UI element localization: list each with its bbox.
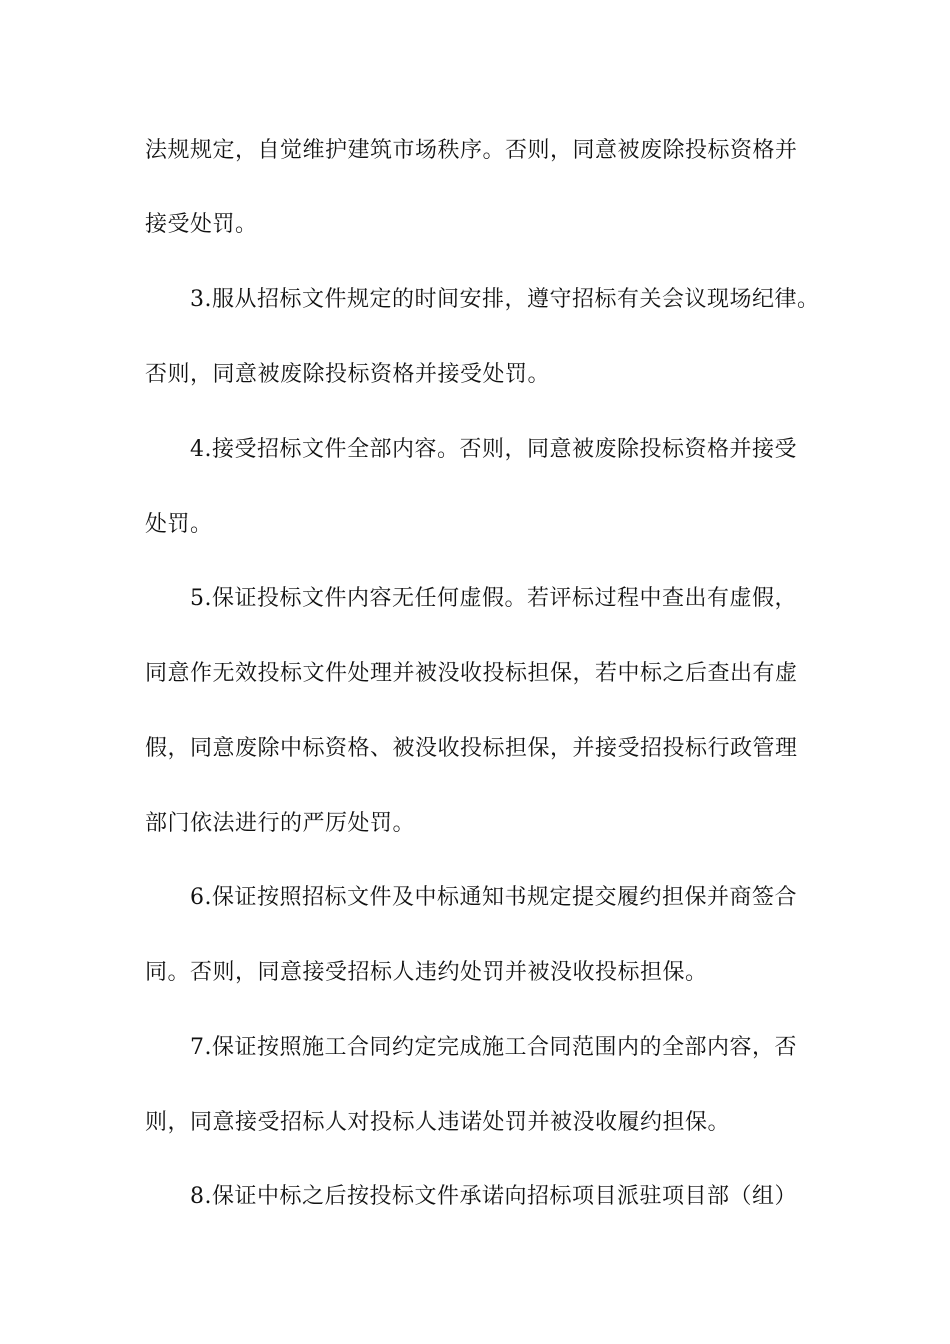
- text-line: 同意作无效投标文件处理并被没收投标担保，若中标之后查出有虚: [145, 661, 798, 686]
- text-line: 假，同意废除中标资格、被没收投标担保，并接受招投标行政管理: [145, 736, 798, 761]
- text-line: 处罚。: [145, 512, 213, 537]
- text-line: 则，同意接受招标人对投标人违诺处罚并被没收履约担保。: [145, 1110, 731, 1135]
- text-line: 部门依法进行的严厉处罚。: [145, 811, 416, 836]
- text-line: 法规规定，自觉维护建筑市场秩序。否则，同意被废除投标资格并: [145, 138, 798, 163]
- clause-4-line: 4.接受招标文件全部内容。否则，同意被废除投标资格并接受: [190, 437, 797, 462]
- clause-8-line: 8.保证中标之后按投标文件承诺向招标项目派驻项目部（组）: [190, 1184, 797, 1209]
- text-line: 接受处罚。: [145, 212, 258, 237]
- text-line: 同。否则，同意接受招标人违约处罚并被没收投标担保。: [145, 960, 708, 985]
- text-line: 否则，同意被废除投标资格并接受处罚。: [145, 362, 551, 387]
- clause-5-line: 5.保证投标文件内容无任何虚假。若评标过程中查出有虚假，: [190, 586, 797, 611]
- clause-3-line: 3.服从招标文件规定的时间安排，遵守招标有关会议现场纪律。: [190, 287, 820, 312]
- clause-6-line: 6.保证按照招标文件及中标通知书规定提交履约担保并商签合: [190, 885, 797, 910]
- clause-7-line: 7.保证按照施工合同约定完成施工合同范围内的全部内容，否: [190, 1035, 797, 1060]
